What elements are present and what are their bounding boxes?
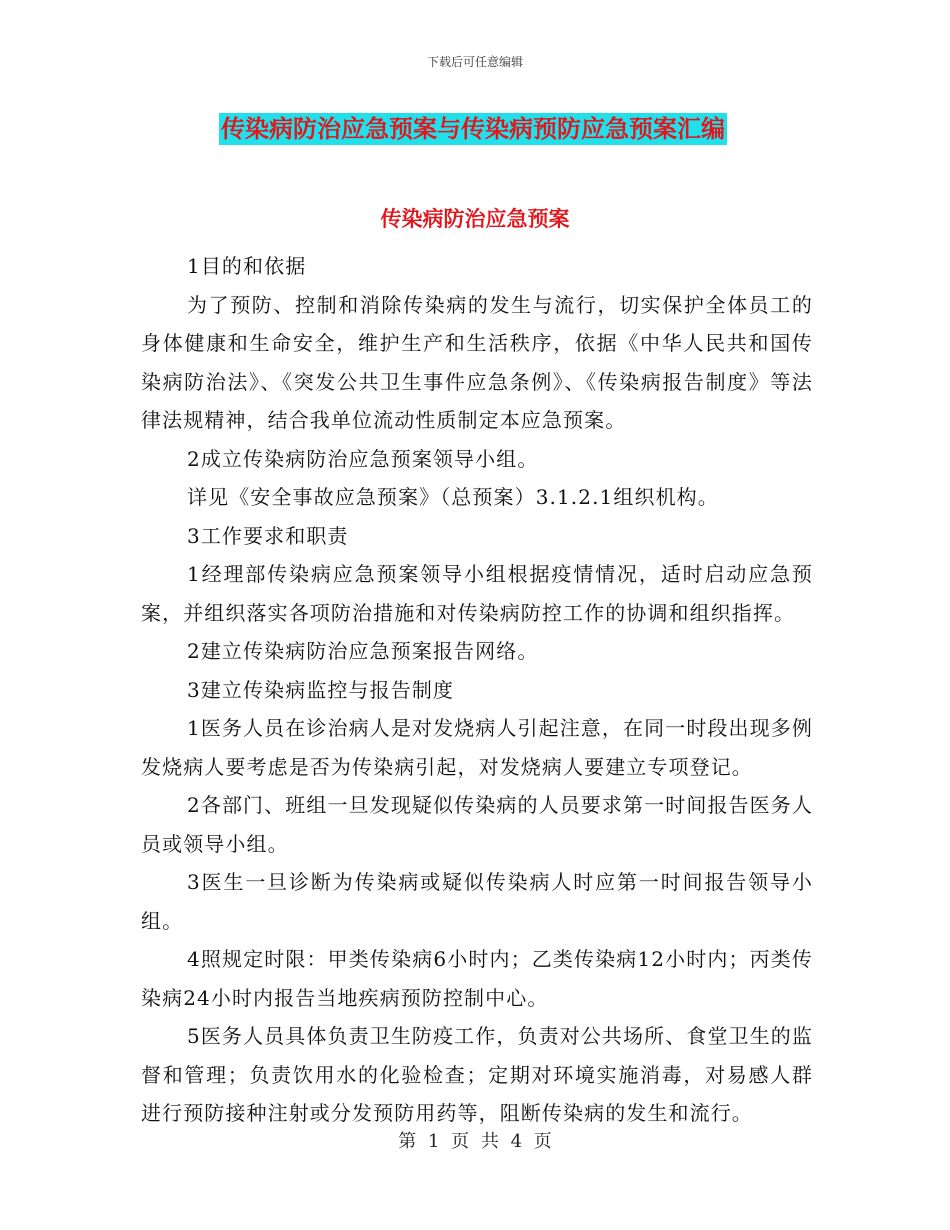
header-note: 下载后可任意编辑 — [426, 55, 523, 69]
paragraph-heading-purpose: 1目的和依据 — [187, 254, 307, 278]
paragraph-heading-group: 2成立传染病防治应急预案领导小组。 — [187, 446, 539, 471]
paragraph-purpose: 为了预防、控制和消除传染病的发生与流行，切实保护全体员工的身体健康和生命安全，维护生产和生活秩序，依据《中华人民共和国传染病防治法》、《突发公共卫生事件应急条例》、《传染病报告制度》等法律法规精神，结合我单位流动性质制定本应急预案。 — [141, 292, 813, 432]
paragraph-duty-2: 2建立传染病防治应急预案报告网络。 — [187, 639, 539, 663]
paragraph-heading-duties: 3工作要求和职责 — [187, 523, 349, 548]
paragraph-duty-1: 1经理部传染病应急预案领导小组根据疫情情况，适时启动应急预案，并组织落实各项防治措施和对传染病防控工作的协调和组织指挥。 — [141, 562, 813, 625]
main-title: 传染病防治应急预案与传染病预防应急预案汇编 — [221, 115, 725, 143]
paragraph-monitoring-4: 4照规定时限：甲类传染病6小时内；乙类传染病12小时内；丙类传染病24小时内报告当地疾病预防控制中心。 — [141, 947, 813, 1010]
paragraph-monitoring-3: 3医生一旦诊断为传染病或疑似传染病人时应第一时间报告领导小组。 — [141, 870, 813, 933]
paragraph-monitoring-1: 1医务人员在诊治病人是对发烧病人引起注意，在同一时段出现多例发烧病人要考虑是否为传染病引起，对发烧病人要建立专项登记。 — [141, 716, 813, 779]
paragraph-monitoring-2: 2各部门、班组一旦发现疑似传染病的人员要求第一时间报告医务人员或领导小组。 — [141, 793, 813, 856]
paragraph-heading-monitoring: 3建立传染病监控与报告制度 — [187, 677, 455, 702]
paragraph-see-details: 详见《安全事故应急预案》（总预案）3.1.2.1组织机构。 — [187, 485, 719, 509]
document-body — [141, 247, 813, 1133]
page-number-footer: 第 1 页 共 4 页 — [398, 1131, 552, 1152]
section-title: 传染病防治应急预案 — [380, 207, 570, 231]
paragraph-monitoring-5: 5医务人员具体负责卫生防疫工作，负责对公共场所、食堂卫生的监督和管理；负责饮用水的化验检查；定期对环境实施消毒，对易感人群进行预防接种注射或分发预防用药等，阻断传染病的发生和流行。 — [141, 1024, 813, 1125]
